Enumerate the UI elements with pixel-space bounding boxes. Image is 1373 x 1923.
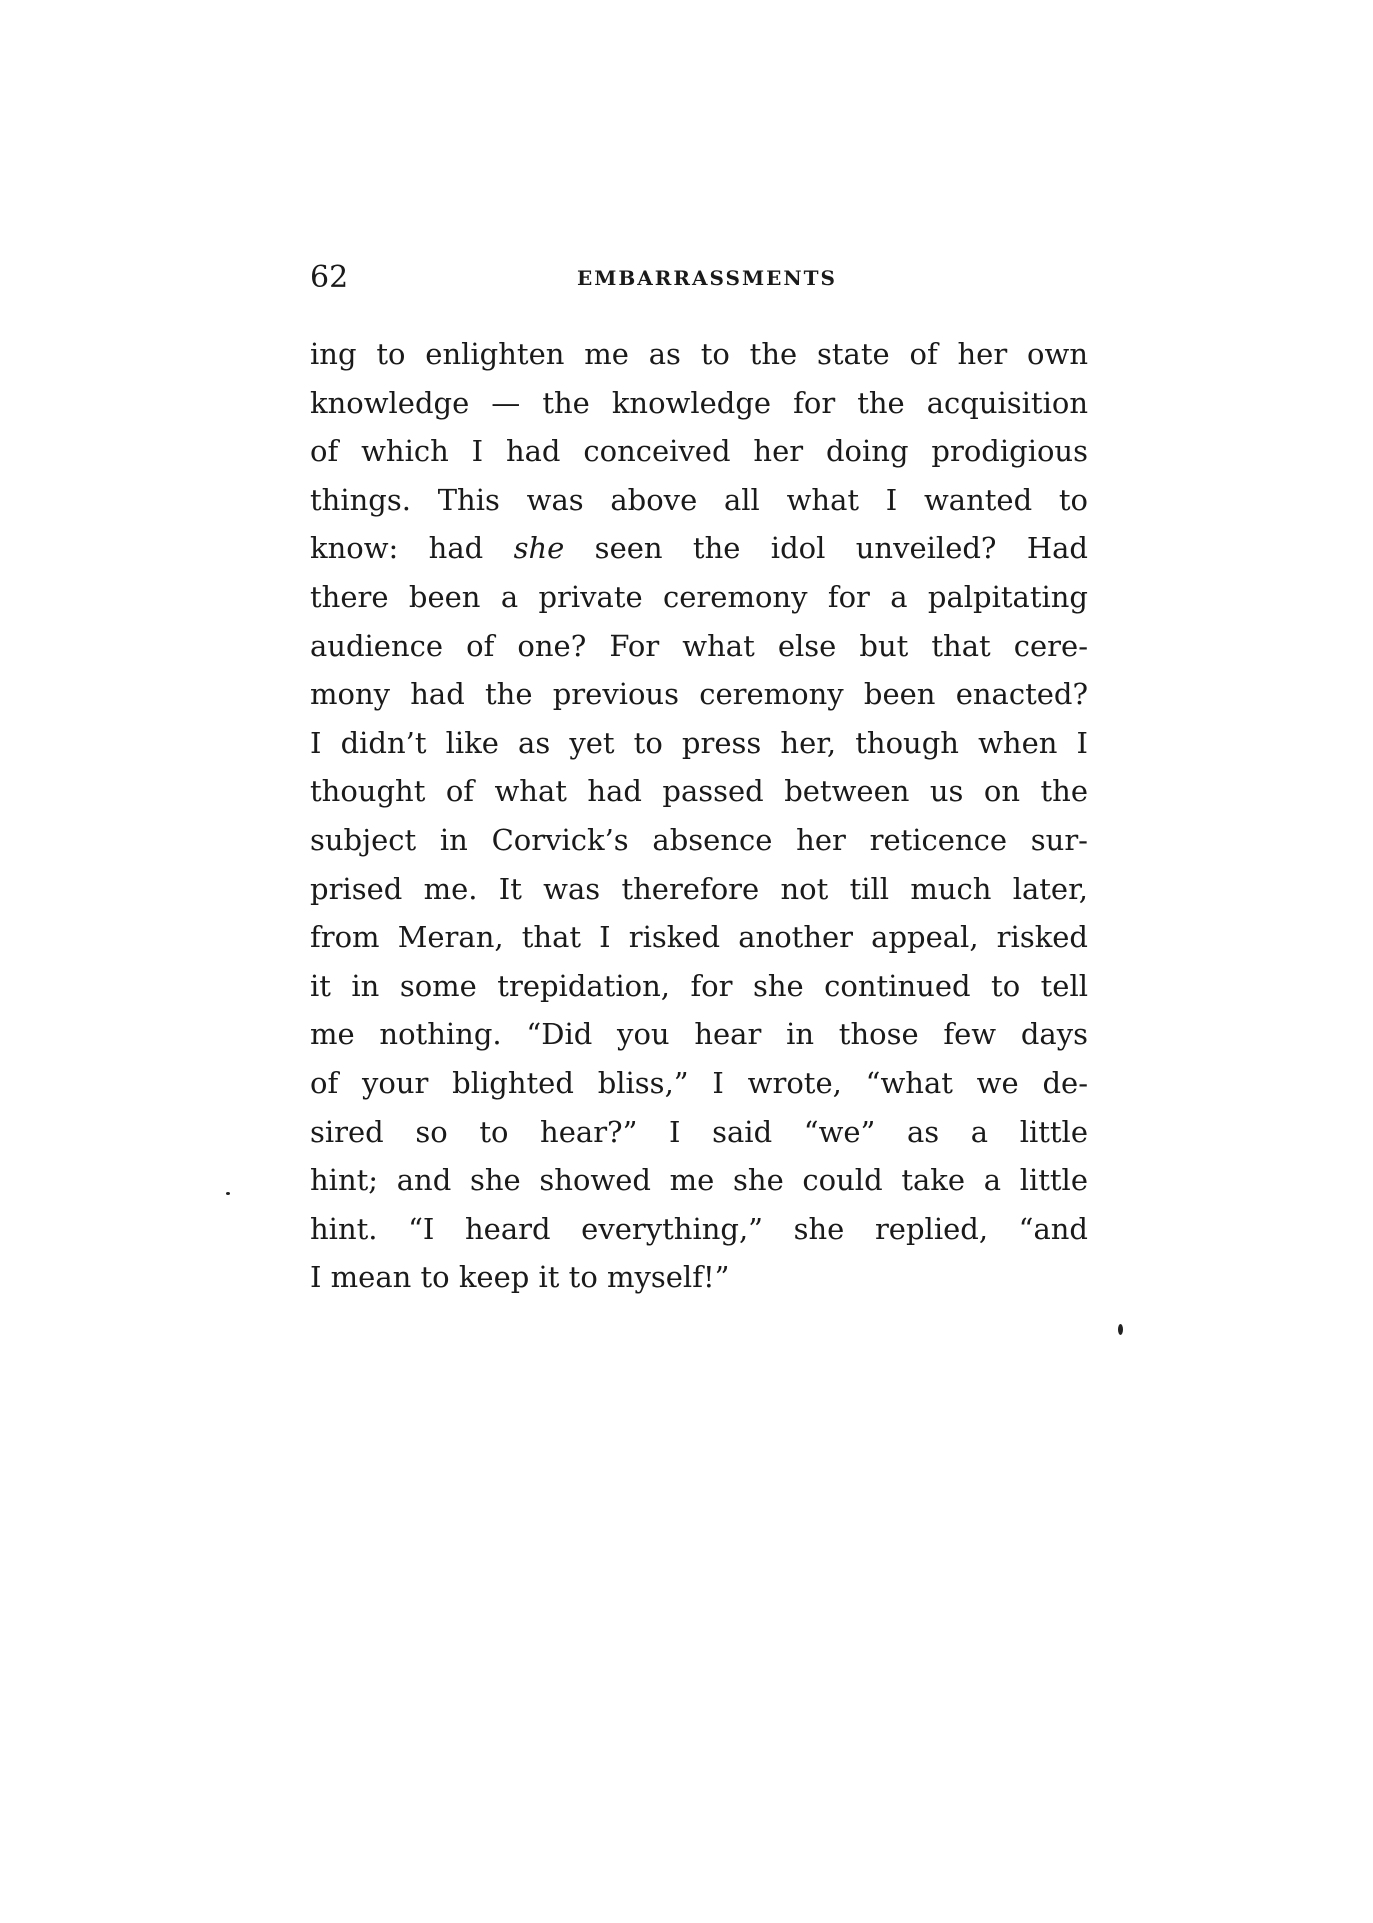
- text-line: knowledge — the knowledge for the acquisition: [310, 385, 1088, 420]
- text-line: of your blighted bliss,” I wrote, “what we de-: [310, 1065, 1088, 1100]
- text-line: of which I had conceived her doing prodigious: [310, 434, 1088, 469]
- text-line: it in some trepidation, for she continued to tell: [310, 968, 1088, 1003]
- text-line: there been a private ceremony for a palpitating: [310, 579, 1088, 614]
- text-line: hint. “I heard everything,” she replied, “and: [310, 1211, 1088, 1246]
- text-line: audience of one? For what else but that cere-: [310, 628, 1088, 663]
- italic-word: she: [513, 531, 565, 566]
- page-number: 62: [310, 260, 349, 295]
- text-line: things. This was above all what I wanted to: [310, 482, 1088, 517]
- text-line: [310, 524, 1088, 573]
- text-line: prised me. It was therefore not till much later,: [310, 871, 1088, 906]
- text-line: sired so to hear?” I said “we” as a little: [310, 1114, 1088, 1149]
- text-line: subject in Corvick’s absence her reticence sur-: [310, 822, 1088, 857]
- body-text: [310, 330, 1088, 1302]
- running-title: EMBARRASSMENTS: [576, 266, 837, 290]
- text-line: I mean to keep it to myself!”: [310, 1260, 730, 1295]
- text-line: I didn’t like as yet to press her, though when I: [310, 725, 1088, 760]
- text-segment: know: had: [310, 531, 514, 566]
- text-segment: seen the idol unveiled? Had: [564, 531, 1088, 566]
- text-line: hint; and she showed me she could take a little: [310, 1163, 1088, 1198]
- text-line: thought of what had passed between us on the: [310, 774, 1088, 809]
- running-head: [310, 258, 1088, 298]
- text-line: from Meran, that I risked another appeal, risked: [310, 920, 1088, 955]
- ink-speck: [1118, 1324, 1123, 1335]
- ink-speck: [226, 1192, 230, 1195]
- text-line: me nothing. “Did you hear in those few days: [310, 1017, 1088, 1052]
- text-line: ing to enlighten me as to the state of her own: [310, 337, 1088, 371]
- text-line: mony had the previous ceremony been enacted?: [310, 677, 1088, 712]
